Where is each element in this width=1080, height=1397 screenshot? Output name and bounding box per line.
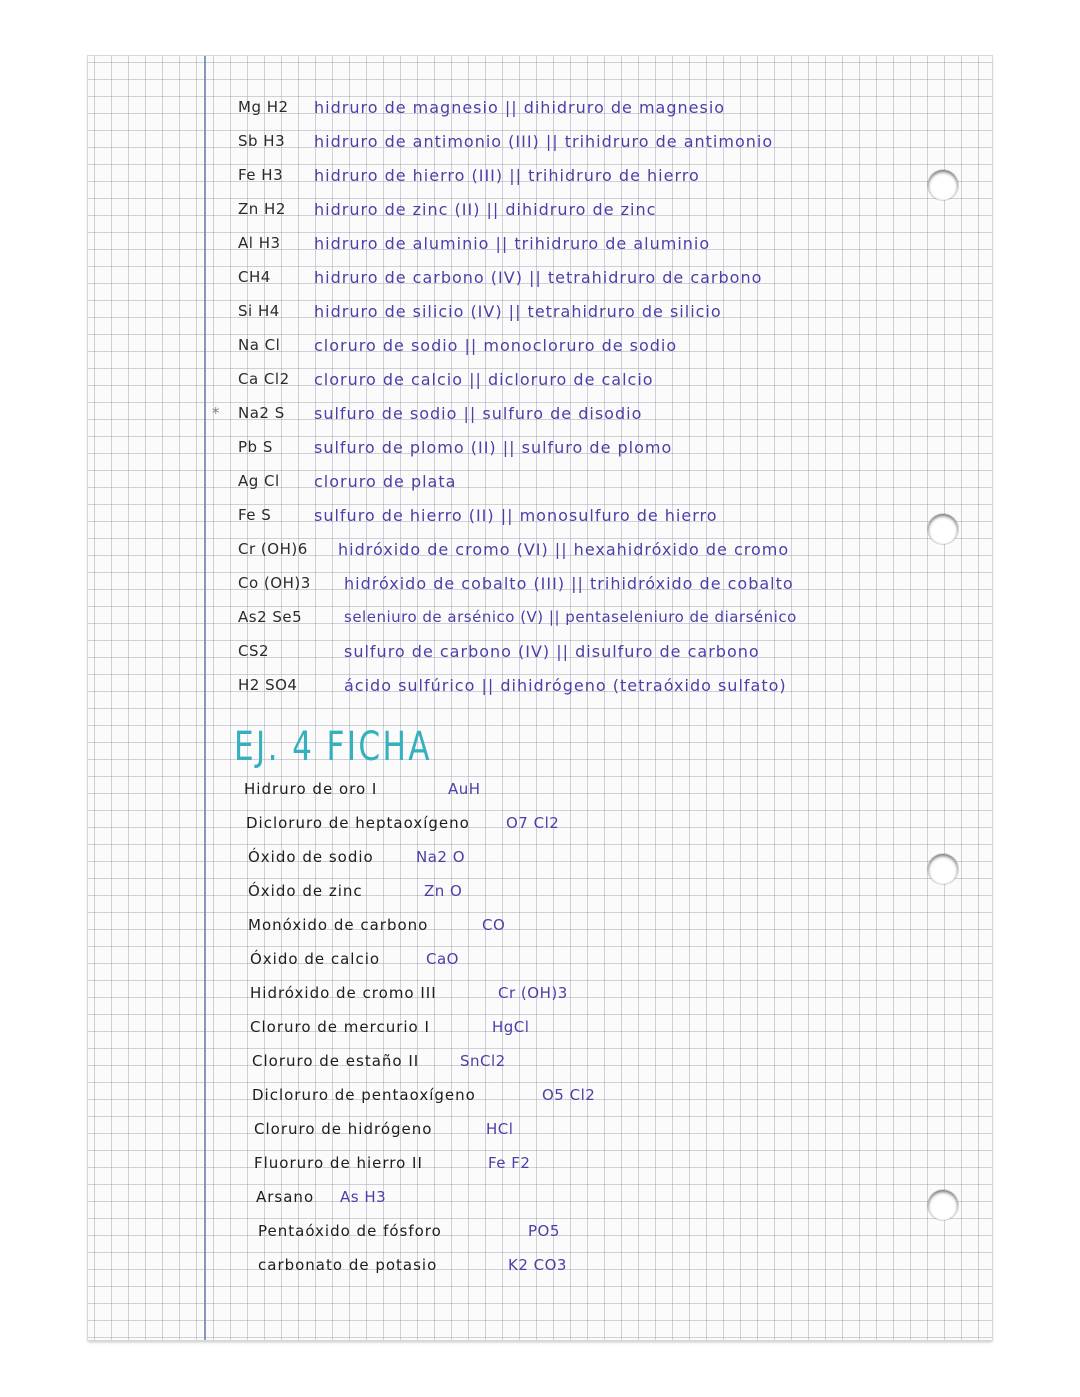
formula: Ag Cl [238, 472, 280, 490]
formula: Fe S [238, 506, 272, 524]
formula: Ca Cl2 [238, 370, 290, 388]
formula: Na2 S [238, 404, 285, 422]
compound-name: Dicloruro de heptaoxígeno [246, 814, 470, 832]
formula: CH4 [238, 268, 271, 286]
compound-name: hidruro de zinc (II) || dihidruro de zinc [314, 200, 657, 219]
formula-answer: HgCl [492, 1018, 530, 1036]
binder-hole-4 [928, 1190, 958, 1220]
compound-name: Pentaóxido de fósforo [258, 1222, 442, 1240]
compound-name: sulfuro de sodio || sulfuro de disodio [314, 404, 643, 423]
binder-hole-3 [928, 854, 958, 884]
compound-name: Fluoruro de hierro II [254, 1154, 423, 1172]
compound-name: Hidróxido de cromo III [250, 984, 437, 1002]
margin-line [204, 56, 206, 1340]
binder-hole-2 [928, 514, 958, 544]
compound-name: hidruro de hierro (III) || trihidruro de hierro [314, 166, 700, 185]
compound-name: Hidruro de oro I [244, 780, 378, 798]
formula-answer: K2 CO3 [508, 1256, 567, 1274]
compound-name: sulfuro de carbono (IV) || disulfuro de carbono [344, 642, 760, 661]
formula-answer: Na2 O [416, 848, 466, 866]
formula-answer: Cr (OH)3 [498, 984, 568, 1002]
formula-answer: HCl [486, 1120, 514, 1138]
compound-name: hidruro de aluminio || trihidruro de aluminio [314, 234, 711, 253]
formula-answer: O5 Cl2 [542, 1086, 596, 1104]
compound-name: Monóxido de carbono [248, 916, 429, 934]
formula-answer: SnCl2 [460, 1052, 506, 1070]
compound-name: seleniuro de arsénico (V) || pentaseleniuro de diarsénico [344, 608, 797, 626]
formula-answer: CO [482, 916, 506, 934]
compound-name: Óxido de zinc [248, 882, 363, 900]
compound-name: Cloruro de mercurio I [250, 1018, 430, 1036]
compound-name: cloruro de plata [314, 472, 457, 491]
compound-name: hidróxido de cobalto (III) || trihidróxido de cobalto [344, 574, 794, 593]
compound-name: hidruro de antimonio (III) || trihidruro de antimonio [314, 132, 774, 151]
compound-name: Dicloruro de pentaoxígeno [252, 1086, 476, 1104]
formula: Pb S [238, 438, 273, 456]
formula-answer: PO5 [528, 1222, 560, 1240]
formula: Sb H3 [238, 132, 286, 150]
formula: H2 SO4 [238, 676, 298, 694]
formula-answer: As H3 [340, 1188, 387, 1206]
formula-answer: Fe F2 [488, 1154, 531, 1172]
compound-name: ácido sulfúrico || dihidrógeno (tetraóxido sulfato) [344, 676, 787, 695]
compound-name: Óxido de sodio [248, 848, 374, 866]
compound-name: hidróxido de cromo (VI) || hexahidróxido de cromo [338, 540, 790, 559]
formula-answer: O7 Cl2 [506, 814, 560, 832]
formula: Al H3 [238, 234, 281, 252]
formula: Co (OH)3 [238, 574, 311, 592]
compound-name: cloruro de calcio || dicloruro de calcio [314, 370, 654, 389]
formula: Cr (OH)6 [238, 540, 308, 558]
formula: CS2 [238, 642, 270, 660]
formula: Si H4 [238, 302, 280, 320]
compound-name: hidruro de magnesio || dihidruro de magnesio [314, 98, 726, 117]
compound-name: cloruro de sodio || monocloruro de sodio [314, 336, 678, 355]
compound-name: Arsano [256, 1188, 315, 1206]
compound-name: sulfuro de hierro (II) || monosulfuro de hierro [314, 506, 718, 525]
formula: Mg H2 [238, 98, 289, 116]
compound-name: Cloruro de hidrógeno [254, 1120, 433, 1138]
compound-name: hidruro de carbono (IV) || tetrahidruro de carbono [314, 268, 763, 287]
formula: Na Cl [238, 336, 281, 354]
formula: As2 Se5 [238, 608, 303, 626]
star-mark: * [212, 404, 220, 422]
compound-name: hidruro de silicio (IV) || tetrahidruro de silicio [314, 302, 722, 321]
formula-answer: AuH [448, 780, 481, 798]
formula: Zn H2 [238, 200, 286, 218]
formula-answer: Zn O [424, 882, 463, 900]
compound-name: Óxido de calcio [250, 950, 381, 968]
compound-name: Cloruro de estaño II [252, 1052, 420, 1070]
exercise-heading: EJ. 4 FICHA [234, 724, 432, 770]
compound-name: sulfuro de plomo (II) || sulfuro de plomo [314, 438, 673, 457]
notebook-page [88, 56, 992, 1340]
formula-answer: CaO [426, 950, 459, 968]
compound-name: carbonato de potasio [258, 1256, 438, 1274]
formula: Fe H3 [238, 166, 284, 184]
binder-hole-1 [928, 170, 958, 200]
